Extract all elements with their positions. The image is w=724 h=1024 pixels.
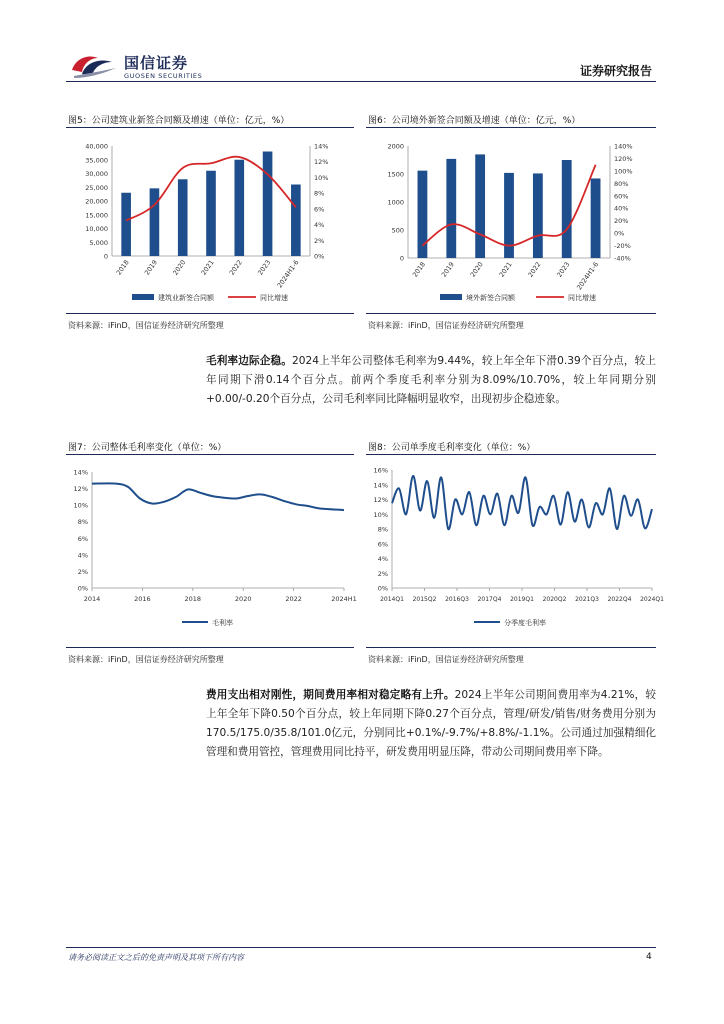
right-tick-label: 4% — [314, 221, 325, 230]
figure5-source-rule — [66, 313, 354, 314]
y-tick-label: 10% — [373, 510, 388, 519]
bar — [562, 160, 572, 258]
legend-bar-swatch — [132, 294, 154, 300]
paragraph-expenses — [206, 686, 656, 762]
left-tick-label: 1000 — [387, 198, 404, 207]
x-tick-label: 2019 — [439, 260, 456, 279]
legend-label: 毛利率 — [212, 619, 233, 627]
x-tick-label: 2017Q4 — [477, 596, 502, 603]
x-tick-label: 2022 — [227, 258, 244, 277]
left-tick-label: 0 — [103, 252, 108, 261]
x-tick-label: 2020 — [234, 595, 252, 603]
right-tick-label: -20% — [614, 242, 631, 251]
y-tick-label: 8% — [377, 525, 388, 534]
figure5-chart — [66, 134, 356, 310]
y-tick-label: 0% — [77, 584, 88, 593]
x-tick-label: 2016 — [134, 595, 151, 603]
y-tick-label: 14% — [73, 468, 88, 477]
figure8-source-rule — [366, 647, 656, 648]
x-tick-label: 2021 — [199, 258, 216, 277]
y-tick-label: 12% — [73, 485, 88, 494]
paragraph-expenses-heading: 费用支出相对刚性，期间费用率相对稳定略有上升。 — [206, 689, 455, 701]
right-tick-label: -40% — [614, 254, 631, 263]
figure5-title-rule — [66, 127, 354, 128]
y-tick-label: 4% — [77, 551, 88, 560]
x-tick-label: 2023 — [256, 258, 273, 277]
paragraph-expenses-body: 2024上半年公司期间费用率为4.21%，较上年全年下降0.50个百分点，较上年同期下降0.27个百分点，管理/研发/销售/财务费用分别为170.5/175.0/35.8/101.0亿元，分别同比+0.1%/-9.7%/+8.8%/-1.1%。公司通过加强精细化管理和费用管控，管理费用同比持平，研发费用明显压降，带动公司期间费用率下降。 — [206, 689, 656, 758]
x-tick-label: 2022Q4 — [607, 596, 632, 603]
right-tick-label: 80% — [614, 179, 629, 188]
footer-rule — [66, 947, 656, 948]
left-tick-label: 5,000 — [89, 238, 108, 247]
y-tick-label: 14% — [373, 481, 388, 490]
legend-line-label: 同比增速 — [260, 294, 288, 302]
bar — [121, 193, 131, 256]
bar — [263, 152, 273, 257]
x-tick-label: 2024H1-6 — [275, 258, 301, 290]
right-tick-label: 6% — [314, 205, 325, 214]
figure5-title: 图5：公司建筑业新签合同额及增速（单位：亿元，%） — [68, 116, 290, 126]
paragraph-gross-margin — [206, 352, 656, 409]
right-tick-label: 8% — [314, 189, 325, 198]
series-line — [92, 483, 344, 510]
paragraph-gross-margin-heading: 毛利率边际企稳。 — [206, 355, 292, 367]
right-tick-label: 120% — [614, 154, 633, 163]
x-tick-label: 2020 — [171, 258, 188, 277]
right-tick-label: 140% — [614, 142, 633, 151]
right-tick-label: 12% — [314, 158, 329, 167]
right-tick-label: 0% — [314, 252, 325, 261]
figure5-source: 资料来源：iFinD，国信证券经济研究所整理 — [68, 321, 224, 330]
company-logo — [68, 50, 208, 84]
right-tick-label: 20% — [614, 217, 629, 226]
legend-label: 分季度毛利率 — [504, 619, 546, 627]
right-tick-label: 14% — [314, 142, 329, 151]
legend-line-label: 同比增速 — [568, 294, 596, 302]
figure8-source: 资料来源：iFinD，国信证券经济研究所整理 — [368, 655, 524, 664]
x-tick-label: 2022 — [285, 595, 302, 603]
x-tick-label: 2016Q3 — [445, 596, 469, 603]
x-tick-label: 2019 — [143, 258, 160, 277]
series-line — [392, 476, 652, 529]
left-tick-label: 10,000 — [85, 225, 108, 233]
x-tick-label: 2020 — [468, 260, 485, 279]
x-tick-label: 2023 — [555, 260, 572, 279]
figure7-source: 资料来源：iFinD，国信证券经济研究所整理 — [68, 655, 224, 664]
figure8-title: 图8：公司单季度毛利率变化（单位：%） — [368, 443, 536, 453]
right-tick-label: 100% — [614, 167, 633, 176]
y-tick-label: 6% — [77, 534, 88, 543]
bar — [178, 179, 188, 256]
left-tick-label: 40,000 — [85, 142, 108, 151]
left-tick-label: 25,000 — [85, 183, 108, 192]
left-tick-label: 2000 — [387, 142, 404, 151]
legend-bar-label: 境外新签合同额 — [466, 294, 515, 302]
y-tick-label: 8% — [77, 518, 88, 527]
x-tick-label: 2019Q1 — [510, 596, 534, 603]
bar — [533, 173, 543, 258]
figure7-chart — [66, 460, 356, 636]
left-tick-label: 20,000 — [85, 197, 108, 206]
logo-mark — [68, 50, 120, 82]
right-tick-label: 10% — [314, 173, 329, 182]
left-tick-label: 1500 — [387, 170, 404, 179]
right-tick-label: 40% — [614, 204, 629, 213]
page-number: 4 — [646, 952, 652, 962]
figure8-title-rule — [366, 454, 656, 455]
report-type: 证券研究报告 — [580, 64, 653, 78]
x-tick-label: 2021 — [497, 260, 514, 279]
left-tick-label: 30,000 — [85, 170, 108, 178]
bar — [150, 188, 160, 256]
y-tick-label: 10% — [73, 501, 88, 510]
y-tick-label: 4% — [377, 555, 388, 563]
figure8-chart — [366, 460, 664, 636]
paragraph-gross-margin-body: 2024上半年公司整体毛利率为9.44%，较上年全年下滑0.39个百分点，较上年同期下滑0.14个百分点。前两个季度毛利率分别为8.09%/10.70%，较上年同期分别+0.00/-0.20个百分点，公司毛利率同比降幅明显收窄，出现初步企稳迹象。 — [206, 355, 656, 405]
x-tick-label: 2018 — [184, 595, 202, 603]
left-tick-label: 15,000 — [85, 211, 108, 220]
left-tick-label: 35,000 — [85, 156, 108, 165]
y-tick-label: 12% — [373, 496, 388, 504]
figure6-title: 图6：公司境外新签合同额及增速（单位：亿元，%） — [368, 116, 581, 126]
bar — [475, 154, 485, 258]
x-tick-label: 2018 — [114, 258, 131, 277]
footer-disclaimer: 请务必阅读正文之后的免责声明及其项下所有内容 — [68, 953, 244, 962]
x-tick-label: 2018 — [411, 260, 428, 279]
y-tick-label: 0% — [377, 584, 388, 593]
header-rule — [66, 81, 656, 82]
figure7-source-rule — [66, 647, 354, 648]
x-tick-label: 2014Q1 — [380, 596, 404, 603]
figure7-title: 图7：公司整体毛利率变化（单位：%） — [68, 443, 227, 453]
x-tick-label: 2024Q1 — [640, 596, 664, 603]
legend-bar-swatch — [440, 294, 462, 300]
bar — [446, 159, 456, 258]
right-tick-label: 2% — [314, 236, 325, 245]
figure6-chart — [366, 134, 658, 310]
x-tick-label: 2024H1 — [331, 595, 357, 603]
figure6-source-rule — [366, 313, 656, 314]
legend-bar-label: 建筑业新签合同额 — [158, 294, 214, 302]
right-tick-label: 0% — [614, 229, 625, 238]
bar — [291, 185, 301, 257]
x-tick-label: 2022 — [526, 260, 543, 279]
x-tick-label: 2021Q3 — [575, 596, 599, 603]
y-tick-label: 6% — [377, 540, 388, 549]
right-tick-label: 60% — [614, 192, 629, 201]
left-tick-label: 0 — [399, 254, 404, 263]
logo-text-en: GUOSEN SECURITIES — [124, 72, 203, 80]
left-tick-label: 500 — [391, 226, 404, 235]
x-tick-label: 2024H1-6 — [575, 260, 601, 292]
bar — [206, 171, 216, 256]
x-tick-label: 2020Q2 — [542, 596, 567, 603]
logo-text-cn: 国信证券 — [124, 54, 189, 72]
bar — [591, 178, 601, 258]
x-tick-label: 2014 — [83, 595, 101, 603]
x-tick-label: 2015Q2 — [412, 596, 437, 603]
y-tick-label: 2% — [77, 567, 88, 576]
y-tick-label: 2% — [377, 569, 388, 578]
figure6-source: 资料来源：iFinD，国信证券经济研究所整理 — [368, 321, 524, 330]
figure7-title-rule — [66, 454, 354, 455]
bar — [234, 160, 244, 256]
figure6-title-rule — [366, 127, 656, 128]
y-tick-label: 16% — [373, 466, 388, 475]
